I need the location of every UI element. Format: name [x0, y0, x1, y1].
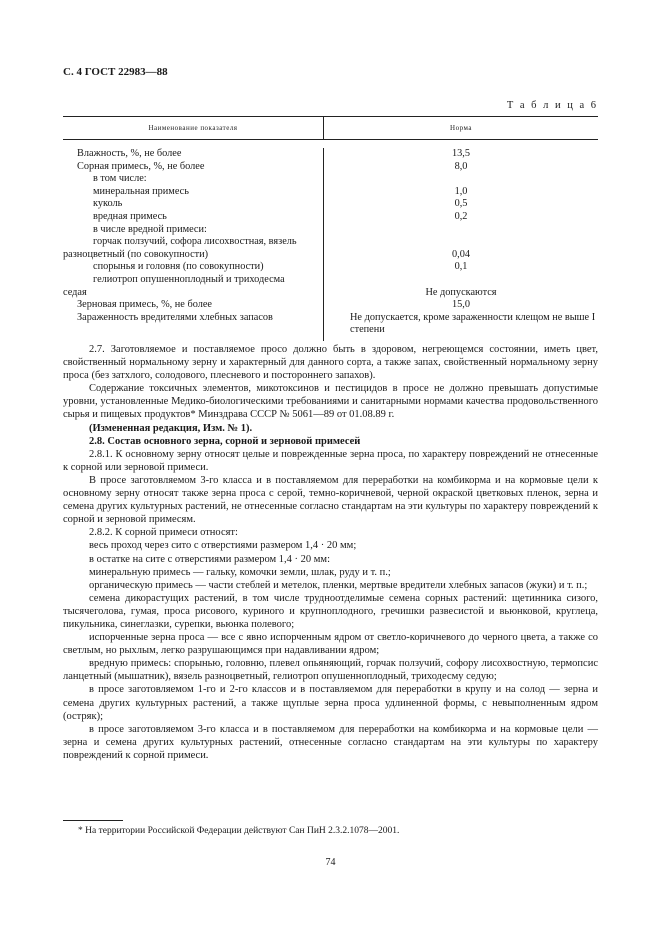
- norm-column: [324, 148, 598, 341]
- paragraph: вредную примесь: спорынью, головню, плевел опьяняющий, горчак ползучий, софору лисохвостную, термопсис ланцетный (мышатник), вязель разноцветный, гелиотроп опушенноплодный, триходесму седую;: [63, 658, 598, 683]
- table-cell-indicator: Зараженность вредителями хлебных запасов: [77, 311, 273, 323]
- table-cell-indicator: Влажность, %, не более: [77, 148, 182, 159]
- table-cell-indicator: куколь: [93, 198, 123, 210]
- table-cell-norm: 0,1: [454, 261, 468, 273]
- table-cell-norm: [324, 173, 598, 186]
- table-cell-indicator: Зерновая примесь, %, не более: [77, 299, 212, 311]
- table-header: [63, 117, 598, 140]
- table-cell-norm: 0,5: [454, 198, 468, 210]
- paragraph: органическую примесь — части стеблей и метелок, пленки, мертвые вредители хлебных запасов (жуки) и т. п.;: [89, 579, 588, 591]
- table-cell-indicator: в числе вредной примеси:: [93, 223, 207, 235]
- col-header-norm: Норма: [450, 123, 472, 132]
- table-cell-norm: Не допускается, кроме зараженности клещом не выше I степени: [350, 311, 596, 336]
- paragraph: в просе заготовляемом 3-го класса и в поставляемом для переработки на комбикорма и на кормовые цели — зерна и семена других культурных растений, отнесенные согласно стандартам на эти культуры по характеру повреждений к сорной примеси.: [63, 723, 598, 761]
- table-cell-indicator: седая: [63, 286, 87, 298]
- paragraph: испорченные зерна проса — все с явно испорченным ядром от светло-коричневого до черного цвета, а также со светлым, но рыхлым, легко разрушающимся при надавливании ядром;: [63, 632, 598, 657]
- table-cell-norm: 0,04: [451, 248, 471, 260]
- table-cell-indicator: горчак ползучий, софора лисохвостная, вязель: [93, 236, 297, 248]
- footnote-divider: [63, 820, 123, 821]
- table-cell-norm: Не допускаются: [425, 286, 497, 298]
- table-cell-norm: 15,0: [451, 299, 471, 311]
- table-cell-norm: [324, 224, 598, 237]
- table-cell-indicator: минеральная примесь: [93, 185, 189, 197]
- section-heading: 2.8. Состав основного зерна, сорной и зерновой примесей: [89, 435, 361, 447]
- paragraph: в просе заготовляемом 1-го и 2-го классов и в поставляемом для переработки в крупу и на солод — зерна и семена других культурных растений, а также щуплые зерна проса удлиненной формы, с невыполненным ядром (остряк);: [63, 684, 598, 722]
- paragraph: 2.8.2. К сорной примеси относят:: [89, 527, 238, 539]
- norms-table: [63, 116, 598, 341]
- page-header: С. 4 ГОСТ 22983—88: [63, 66, 168, 78]
- table-cell-norm: 0,2: [454, 210, 468, 222]
- table-cell-indicator: спорынья и головня (по совокупности): [93, 261, 264, 273]
- body-text: [63, 343, 598, 762]
- paragraph: В просе заготовляемом 3-го класса и в поставляемом для переработки на комбикорма и на кормовые цели к основному зерну относят также зерна проса с серой, темно-коричневой, черной окраской цветковых пленок, зерна и семена других культурных растений, не отнесенные согласно стандартам на эти культуры по характеру повреждений к сорной и зерновой примесям.: [63, 474, 598, 526]
- table-cell-indicator: вредная примесь: [93, 210, 167, 222]
- indicator-column: [63, 148, 324, 341]
- paragraph: минеральную примесь — гальку, комочки земли, шлак, руду и т. п.;: [89, 566, 391, 578]
- amendment-note: (Измененная редакция, Изм. № 1).: [89, 422, 253, 434]
- table-cell-norm: [324, 236, 598, 249]
- footnote: * На территории Российской Федерации действуют Сан ПиН 2.3.2.1078—2001.: [78, 826, 400, 836]
- paragraph: весь проход через сито с отверстиями размером 1,4 · 20 мм;: [89, 540, 357, 552]
- paragraph: семена дикорастущих растений, в том числе трудноотделимые семена сорных растений: щетинника сизого, тысячеголова, гумая, проса рисового, куриного и крупноплодного, гречишки развесистой и вьюнковой, круглеца, пикульника, синеглазки, сурепки, вьюнка полевого;: [63, 592, 598, 630]
- table-cell-indicator: в том числе:: [93, 173, 147, 185]
- table-cell-indicator: Сорная примесь, %, не более: [77, 160, 205, 172]
- table-cell-norm: [324, 274, 598, 287]
- paragraph: 2.7. Заготовляемое и поставляемое просо должно быть в здоровом, негреющемся состоянии, иметь цвет, свойственный нормальному зерну и характерный для данного сорта, а также запах, свойственный нормальному зерну проса (без затхлого, солодового, плесневого и постороннего запахов).: [63, 344, 598, 382]
- paragraph: Содержание токсичных элементов, микотоксинов и пестицидов в просе не должно превышать допустимые уровни, установленные Медико-биологическими требованиями и санитарными нормами качества продовольственного сырья и пищевых продуктов* Минздрава СССР № 5061—89 от 01.08.89 г.: [63, 383, 598, 421]
- table-label: Т а б л и ц а 6: [506, 100, 598, 111]
- table-cell-indicator: разноцветный (по совокупности): [63, 248, 209, 260]
- table-cell-norm: 13,5: [451, 148, 471, 159]
- table-body: [63, 140, 598, 341]
- page-number: 74: [325, 857, 336, 868]
- table-cell-norm: 1,0: [454, 185, 468, 197]
- paragraph: 2.8.1. К основному зерну относят целые и поврежденные зерна проса, по характеру повреждений не отнесенные к сорной или зерновой примеси.: [63, 448, 598, 473]
- paragraph: в остатке на сите с отверстиями размером 1,4 · 20 мм:: [89, 553, 330, 565]
- table-cell-indicator: гелиотроп опушенноплодный и триходесма: [93, 273, 285, 285]
- table-cell-norm: 8,0: [454, 160, 468, 172]
- col-header-indicator: Наименование показателя: [63, 117, 324, 139]
